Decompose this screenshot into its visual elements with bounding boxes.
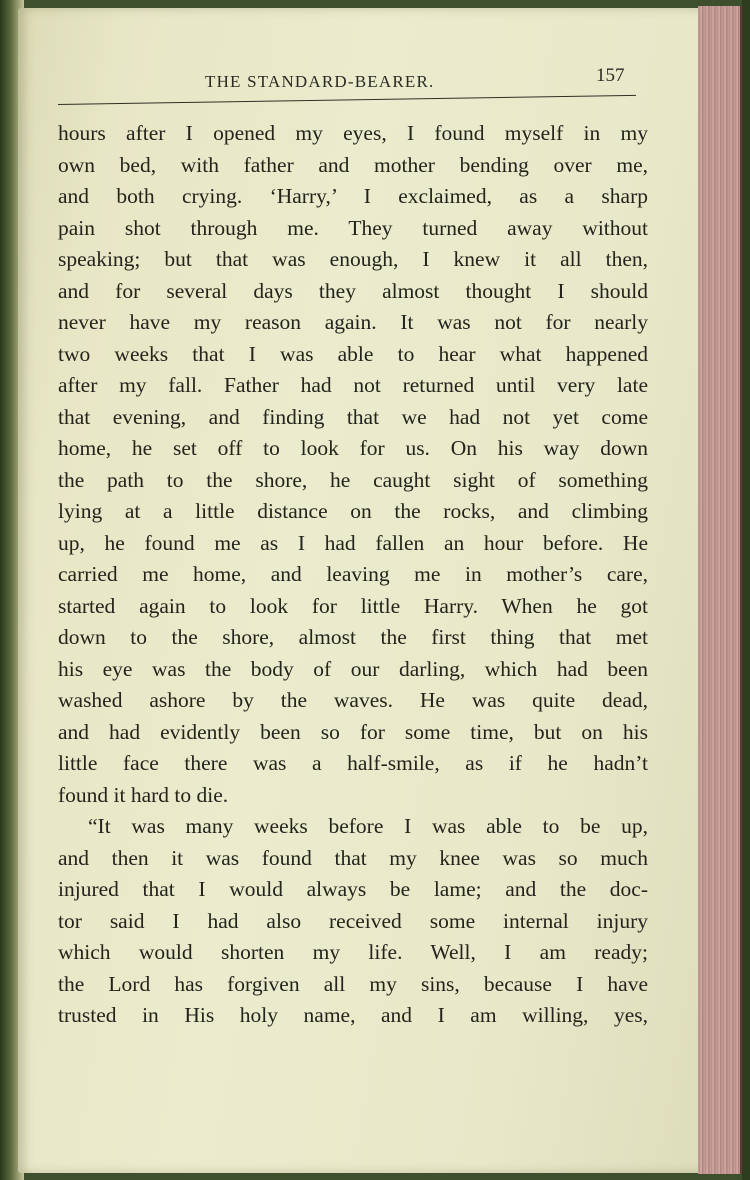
text-line: lying at a little distance on the rocks, and climbing — [58, 499, 648, 523]
text-line: his eye was the body of our darling, which had been — [58, 656, 648, 681]
text-line: up, he found me as I had fallen an hour before. He — [58, 530, 648, 555]
text-line: and for several days they almost thought I should — [58, 278, 648, 303]
text-line: which would shorten my life. Well, I am ready; — [58, 940, 648, 964]
text-line: after my fall. Father had not returned until very late — [58, 373, 648, 397]
text-line: started again to look for little Harry. When he got — [58, 593, 648, 618]
text-line: down to the shore, almost the first thing that met — [58, 625, 648, 649]
text-line: carried me home, and leaving me in mother’s care, — [58, 562, 648, 586]
text-line: speaking; but that was enough, I knew it all then, — [58, 247, 648, 271]
text-line: the Lord has forgiven all my sins, because I have — [58, 971, 648, 996]
text-line: found it hard to die. — [58, 782, 229, 807]
text-line: tor said I had also received some internal injury — [58, 908, 648, 933]
cover-edge — [742, 0, 750, 1180]
text-line: never have my reason again. It was not for nearly — [58, 310, 648, 334]
running-head: THE STANDARD-BEARER. — [205, 72, 435, 91]
text-line: pain shot through me. They turned away without — [58, 215, 648, 240]
text-line: two weeks that I was able to hear what happened — [58, 341, 648, 366]
text-line: and both crying. ‘Harry,’ I exclaimed, as a sharp — [58, 184, 648, 208]
text-line: that evening, and finding that we had not yet come — [58, 404, 648, 429]
text-line: the path to the shore, he caught sight of something — [58, 467, 648, 492]
text-line: and then it was found that my knee was so much — [58, 845, 648, 870]
page-number: 157 — [596, 65, 625, 86]
text-line: home, he set off to look for us. On his way down — [58, 436, 648, 460]
text-line: washed ashore by the waves. He was quite dead, — [58, 688, 648, 712]
text-line: own bed, with father and mother bending over me, — [58, 152, 648, 177]
text-line: “It was many weeks before I was able to be up, — [88, 814, 648, 838]
text-line: and had evidently been so for some time, but on his — [58, 719, 648, 744]
page-text — [58, 118, 648, 1032]
text-line: trusted in His holy name, and I am willing, yes, — [58, 1003, 648, 1027]
page-edges — [698, 6, 744, 1174]
text-line: injured that I would always be lame; and the doc- — [58, 877, 648, 901]
text-line: little face there was a half-smile, as if he hadn’t — [58, 751, 648, 775]
text-line: hours after I opened my eyes, I found myself in my — [58, 121, 648, 145]
